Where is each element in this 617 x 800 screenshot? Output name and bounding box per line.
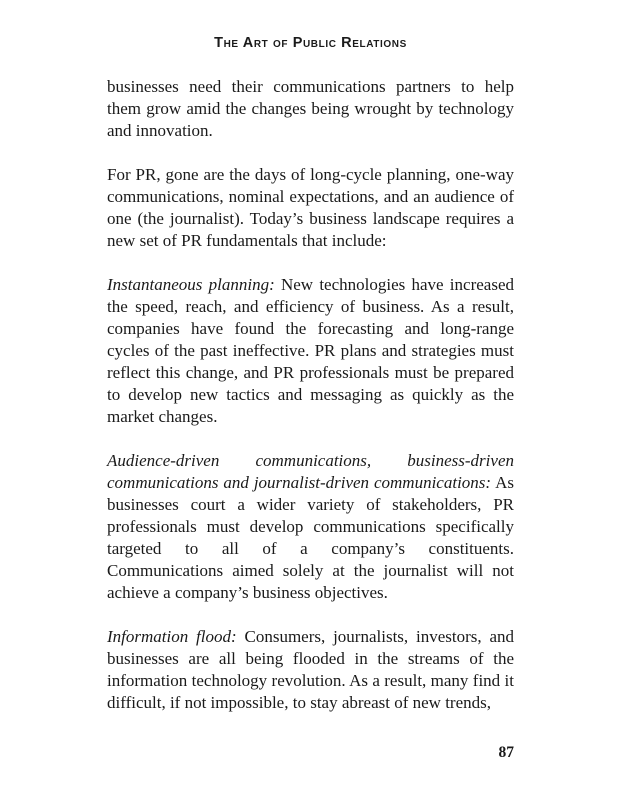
page-body xyxy=(107,76,514,714)
paragraph-lead-italic: Audience-driven communications, business-driven communications and journalist-driven communications: xyxy=(107,451,514,492)
body-paragraph xyxy=(107,450,514,604)
paragraph-text: Consumers, journalists, investors, and businesses are all being flooded in the streams of the information technology revolution. As a result, many find it difficult, if not impossible, to stay abreast of new trends, xyxy=(107,627,514,712)
paragraph-lead-italic: Information flood: xyxy=(107,627,237,646)
paragraph-text: For PR, gone are the days of long-cycle planning, one-way communications, nominal expectations, and an audience of one (the journalist). Today’s business landscape requires a new set of PR fundamentals that include: xyxy=(107,165,514,250)
body-paragraph xyxy=(107,76,514,142)
paragraph-text: New technologies have increased the speed, reach, and efficiency of business. As a result, companies have found the forecasting and long-range cycles of the past ineffective. PR plans and strategies must reflect this change, and PR professionals must be prepared to develop new tactics and messaging as quickly as the market changes. xyxy=(107,275,514,426)
body-paragraph xyxy=(107,274,514,428)
page-number: 87 xyxy=(498,744,514,761)
body-paragraph xyxy=(107,626,514,714)
running-header: The Art of Public Relations xyxy=(214,35,407,51)
paragraph-text: businesses need their communications partners to help them grow amid the changes being wrought by technology and innovation. xyxy=(107,77,514,140)
paragraph-lead-italic: Instantaneous planning: xyxy=(107,275,275,294)
body-paragraph xyxy=(107,164,514,252)
paragraph-text: As businesses court a wider variety of stakeholders, PR professionals must develop communications specifically targeted to all of a company’s constituents. Communications aimed solely at the journalist will not achieve a company’s business objectives. xyxy=(107,473,514,602)
page-footer xyxy=(107,744,514,762)
